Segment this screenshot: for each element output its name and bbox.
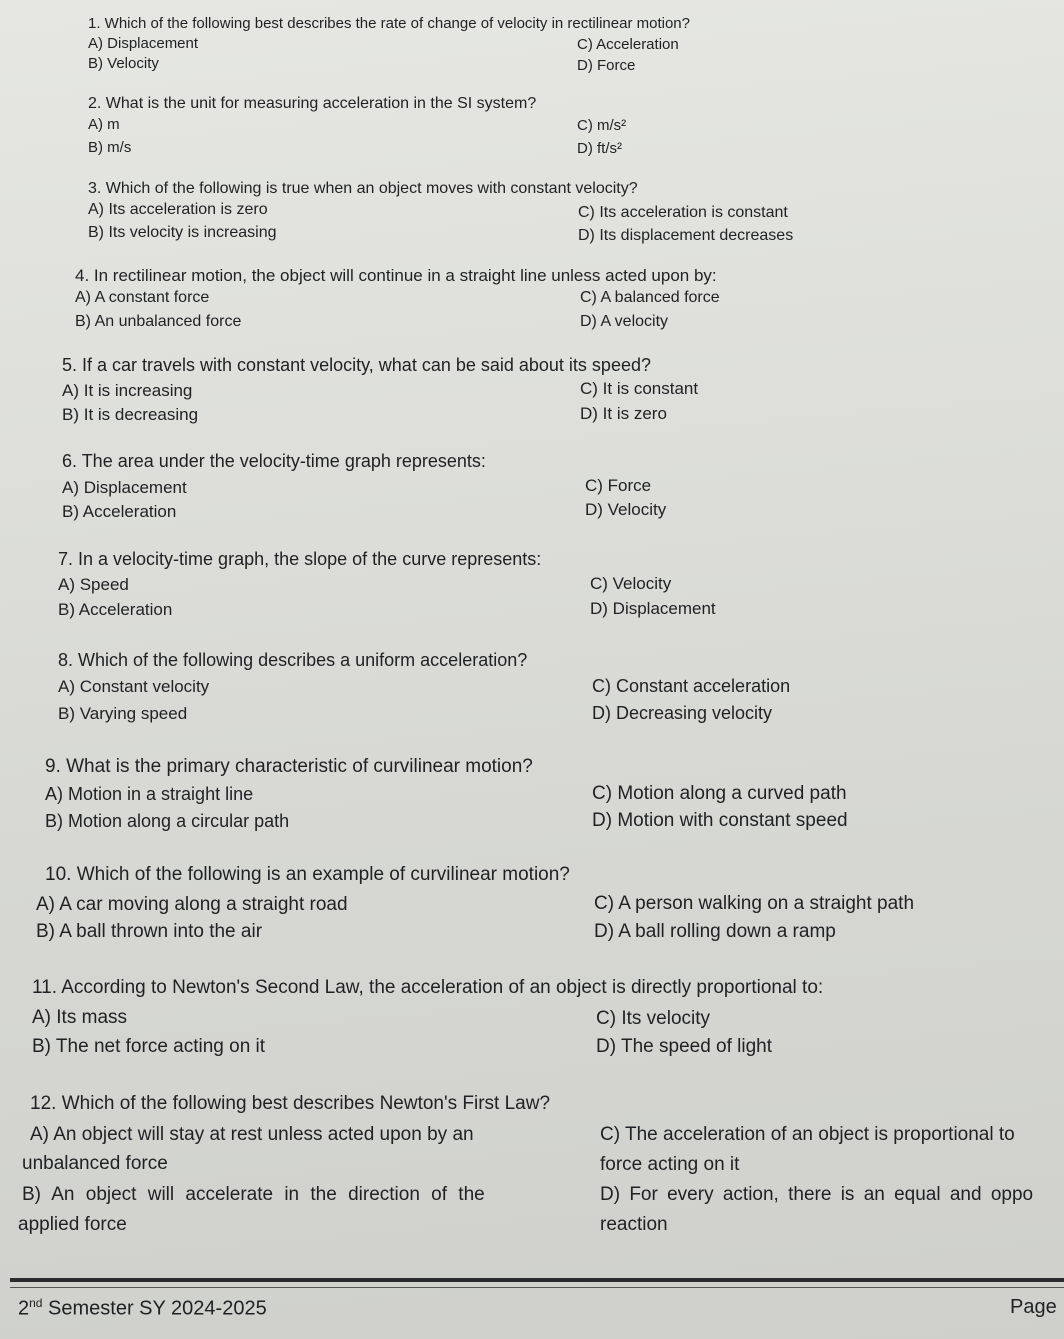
question-stem: 3. Which of the following is true when an object moves with constant velocity? [88,180,638,197]
option-b: B) The net force acting on it [32,1036,266,1057]
question-stem: 4. In rectilinear motion, the object will continue in a straight line unless acted upon by: [75,266,717,285]
option-b: B) An unbalanced force [75,313,242,330]
page-label: Page [1010,1296,1057,1318]
option-a: A) A constant force [75,289,210,306]
option-b: B) Motion along a circular path [45,811,290,831]
option-c: C) m/s² [577,117,627,134]
option-b: B) Varying speed [58,704,188,723]
option-b: B) Acceleration [62,502,177,521]
question-stem: 8. Which of the following describes a uniform acceleration? [58,650,528,670]
option-c: C) Its acceleration is constant [578,204,788,221]
semester-text: Semester SY 2024-2025 [42,1297,267,1320]
option-a-line-1: A) An object will stay at rest unless acted upon by an [30,1124,474,1145]
option-a: A) Motion in a straight line [45,784,254,804]
option-c: C) Force [585,476,652,495]
option-a: A) Constant velocity [58,677,210,696]
option-b: B) Acceleration [58,600,173,619]
semester-number: 2 [18,1297,30,1320]
semester-label [18,1296,267,1321]
option-d: D) A ball rolling down a ramp [594,921,836,942]
option-c: C) Its velocity [596,1008,711,1029]
question-stem: 11. According to Newton's Second Law, the acceleration of an object is directly proportional to: [32,977,824,998]
option-a: A) Displacement [88,35,199,52]
question-stem: 1. Which of the following best describes the rate of change of velocity in rectilinear motion? [88,15,690,32]
option-b: B) Its velocity is increasing [88,224,277,241]
option-c: C) It is constant [580,379,699,398]
option-b-line-2: applied force [18,1214,127,1235]
option-a: A) m [88,116,120,133]
option-c: C) A balanced force [580,289,720,306]
option-c: C) Velocity [590,574,672,593]
option-d: D) A velocity [580,313,669,330]
option-d: D) Decreasing velocity [592,703,773,723]
option-d: D) The speed of light [596,1036,773,1057]
question-stem: 9. What is the primary characteristic of curvilinear motion? [45,756,533,777]
option-c-line-1: C) The acceleration of an object is proportional to [600,1124,1015,1145]
option-b: B) A ball thrown into the air [36,921,263,942]
semester-ordinal: nd [29,1296,43,1310]
option-c: C) Motion along a curved path [592,783,847,804]
option-d-line-1: D) For every action, there is an equal and oppo [600,1184,1034,1205]
option-c: C) A person walking on a straight path [594,893,915,914]
option-b: B) m/s [88,139,132,156]
option-d: D) Force [577,57,636,74]
footer-divider [10,1278,1064,1282]
option-c: C) Acceleration [577,36,679,53]
option-d-line-2: reaction [600,1214,668,1235]
option-a: A) Displacement [62,478,187,497]
question-stem: 2. What is the unit for measuring acceleration in the SI system? [88,95,537,112]
question-stem: 10. Which of the following is an example of curvilinear motion? [45,864,570,885]
option-d: D) It is zero [580,404,667,423]
option-c: C) Constant acceleration [592,676,791,696]
question-stem: 6. The area under the velocity-time graph represents: [62,451,486,471]
question-stem: 7. In a velocity-time graph, the slope of the curve represents: [58,549,542,569]
option-d: D) Its displacement decreases [578,227,794,244]
option-a-line-2: unbalanced force [22,1153,168,1174]
option-a: A) Speed [58,575,129,594]
option-a: A) Its acceleration is zero [88,201,268,218]
option-a: A) Its mass [32,1007,128,1028]
option-d: D) Displacement [590,599,716,618]
footer-divider-thin [10,1287,1064,1288]
option-b: B) It is decreasing [62,405,199,424]
question-stem: 5. If a car travels with constant velocity, what can be said about its speed? [62,355,651,375]
option-a: A) A car moving along a straight road [36,894,348,915]
option-d: D) Velocity [585,500,667,519]
question-stem: 12. Which of the following best describes Newton's First Law? [30,1093,551,1114]
option-d: D) Motion with constant speed [592,810,848,831]
option-a: A) It is increasing [62,381,193,400]
option-b: B) Velocity [88,55,159,72]
option-c-line-2: force acting on it [600,1154,740,1175]
option-b-line-1: B) An object will accelerate in the direction of the [22,1184,485,1205]
option-d: D) ft/s² [577,140,622,157]
